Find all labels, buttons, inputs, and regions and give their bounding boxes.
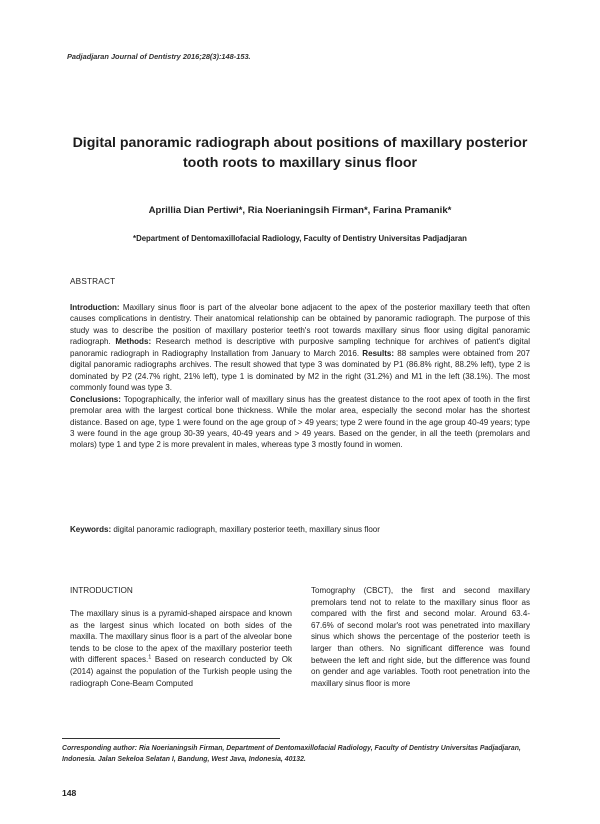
page-number: 148 bbox=[62, 788, 77, 798]
keywords bbox=[70, 524, 530, 536]
author-affiliation: *Department of Dentomaxillofacial Radiology, Faculty of Dentistry Universitas Padjadjaran bbox=[133, 234, 467, 243]
abstract-heading: ABSTRACT bbox=[70, 277, 116, 286]
introduction-heading: INTRODUCTION bbox=[70, 586, 133, 595]
keywords-text: digital panoramic radiograph, maxillary posterior teeth, maxillary sinus floor bbox=[113, 525, 380, 534]
journal-citation: Padjadjaran Journal of Dentistry 2016;28(3):148-153. bbox=[67, 52, 251, 61]
introduction-label: Introduction: bbox=[70, 303, 120, 312]
keywords-label: Keywords: bbox=[70, 525, 112, 534]
methods-text: Research method is descriptive with purposive sampling technique for archives of patient's digital panoramic radiograph in Radiography Installation from January to March 2016. bbox=[70, 337, 530, 358]
conclusions-label: Conclusions: bbox=[70, 394, 121, 404]
conclusions-text: Topographically, the inferior wall of maxillary sinus has the greatest distance to the root apex of tooth in the first premolar area with the largest cortical bone thickness. While the molar area, especially the second molar has the shortest distance. Based on age, type 1 were found on the age group of > 49 years; type 2 were found in the age group 40-49 years; type 3 were found in the age group 30-39 years, 40-49 years and > 49 years. Based on the gender, in all the teeth (premolars and molars) type 1 and type 2 is more prevalent in males, whereas type 3 mostly found in women. bbox=[70, 394, 531, 450]
introduction-right-column: Tomography (CBCT), the first and second maxillary premolars tend not to relate to the maxillary sinus floor as compared with the first and second molar. Around 63.4-67.6% of second molar's root was penetrated into maxillary sinus which shows the percentage of the posterior teeth is larger than others. No significant difference was found between the left and right side, but the difference was found on gender and age variables. Tooth root penetration into the maxillary sinus floor is more bbox=[311, 586, 530, 688]
results-text: 88 samples were obtained from 207 digital panoramic radiographs archives. The result showed that type 3 was dominated by P1 (86.8% right, 88.2% left), type 2 is dominated by P2 (24.7% right, 21% left), type 1 is dominated by M2 in the right (31.2%) and M1 in the left (38.1%). The most commonly found was type 3. bbox=[70, 348, 530, 393]
intro-text-part2: Based on research conducted by Ok (2014) against the population of the Turkish people using the radiograph Cone-Beam Computed bbox=[70, 655, 292, 688]
methods-label: Methods: bbox=[115, 337, 152, 347]
corresponding-author-note: Corresponding author: Ria Noerianingsih Firman, Department of Dentomaxillofacial Radiology, Faculty of Dentistry Universitas Padjadjaran, Indonesia. Jalan Sekeloa Selatan I, Bandung, West Java, Indonesia, 40132. bbox=[62, 745, 521, 763]
intro-text-part1: The maxillary sinus is a pyramid-shaped airspace and known as the largest sinus which located on both sides of the maxilla. The maxillary sinus floor is a part of the alveolar bone tends to be close to the apex of the maxillary posterior teeth with different spaces. bbox=[70, 609, 292, 665]
introduction-text: Maxillary sinus floor is part of the alveolar bone adjacent to the apex of the posterior maxillary teeth that often causes complications in dentistry. Their anatomical relationship can be obtained by panoramic radiograph. The purpose of this study was to describe the position of maxillary posterior teeth's root towards maxillary sinus floor using digital panoramic radiograph. bbox=[70, 303, 530, 347]
author-list: Aprillia Dian Pertiwi*, Ria Noerianingsih Firman*, Farina Pramanik* bbox=[148, 205, 452, 216]
article-title: Digital panoramic radiograph about positions of maxillary posterior tooth roots to maxillary sinus floor bbox=[72, 135, 528, 171]
footnote-divider bbox=[62, 738, 280, 739]
reference-marker: 1 bbox=[148, 654, 152, 661]
results-label: Results: bbox=[362, 348, 395, 358]
abstract-body bbox=[70, 302, 530, 451]
introduction-left-column bbox=[70, 608, 292, 689]
